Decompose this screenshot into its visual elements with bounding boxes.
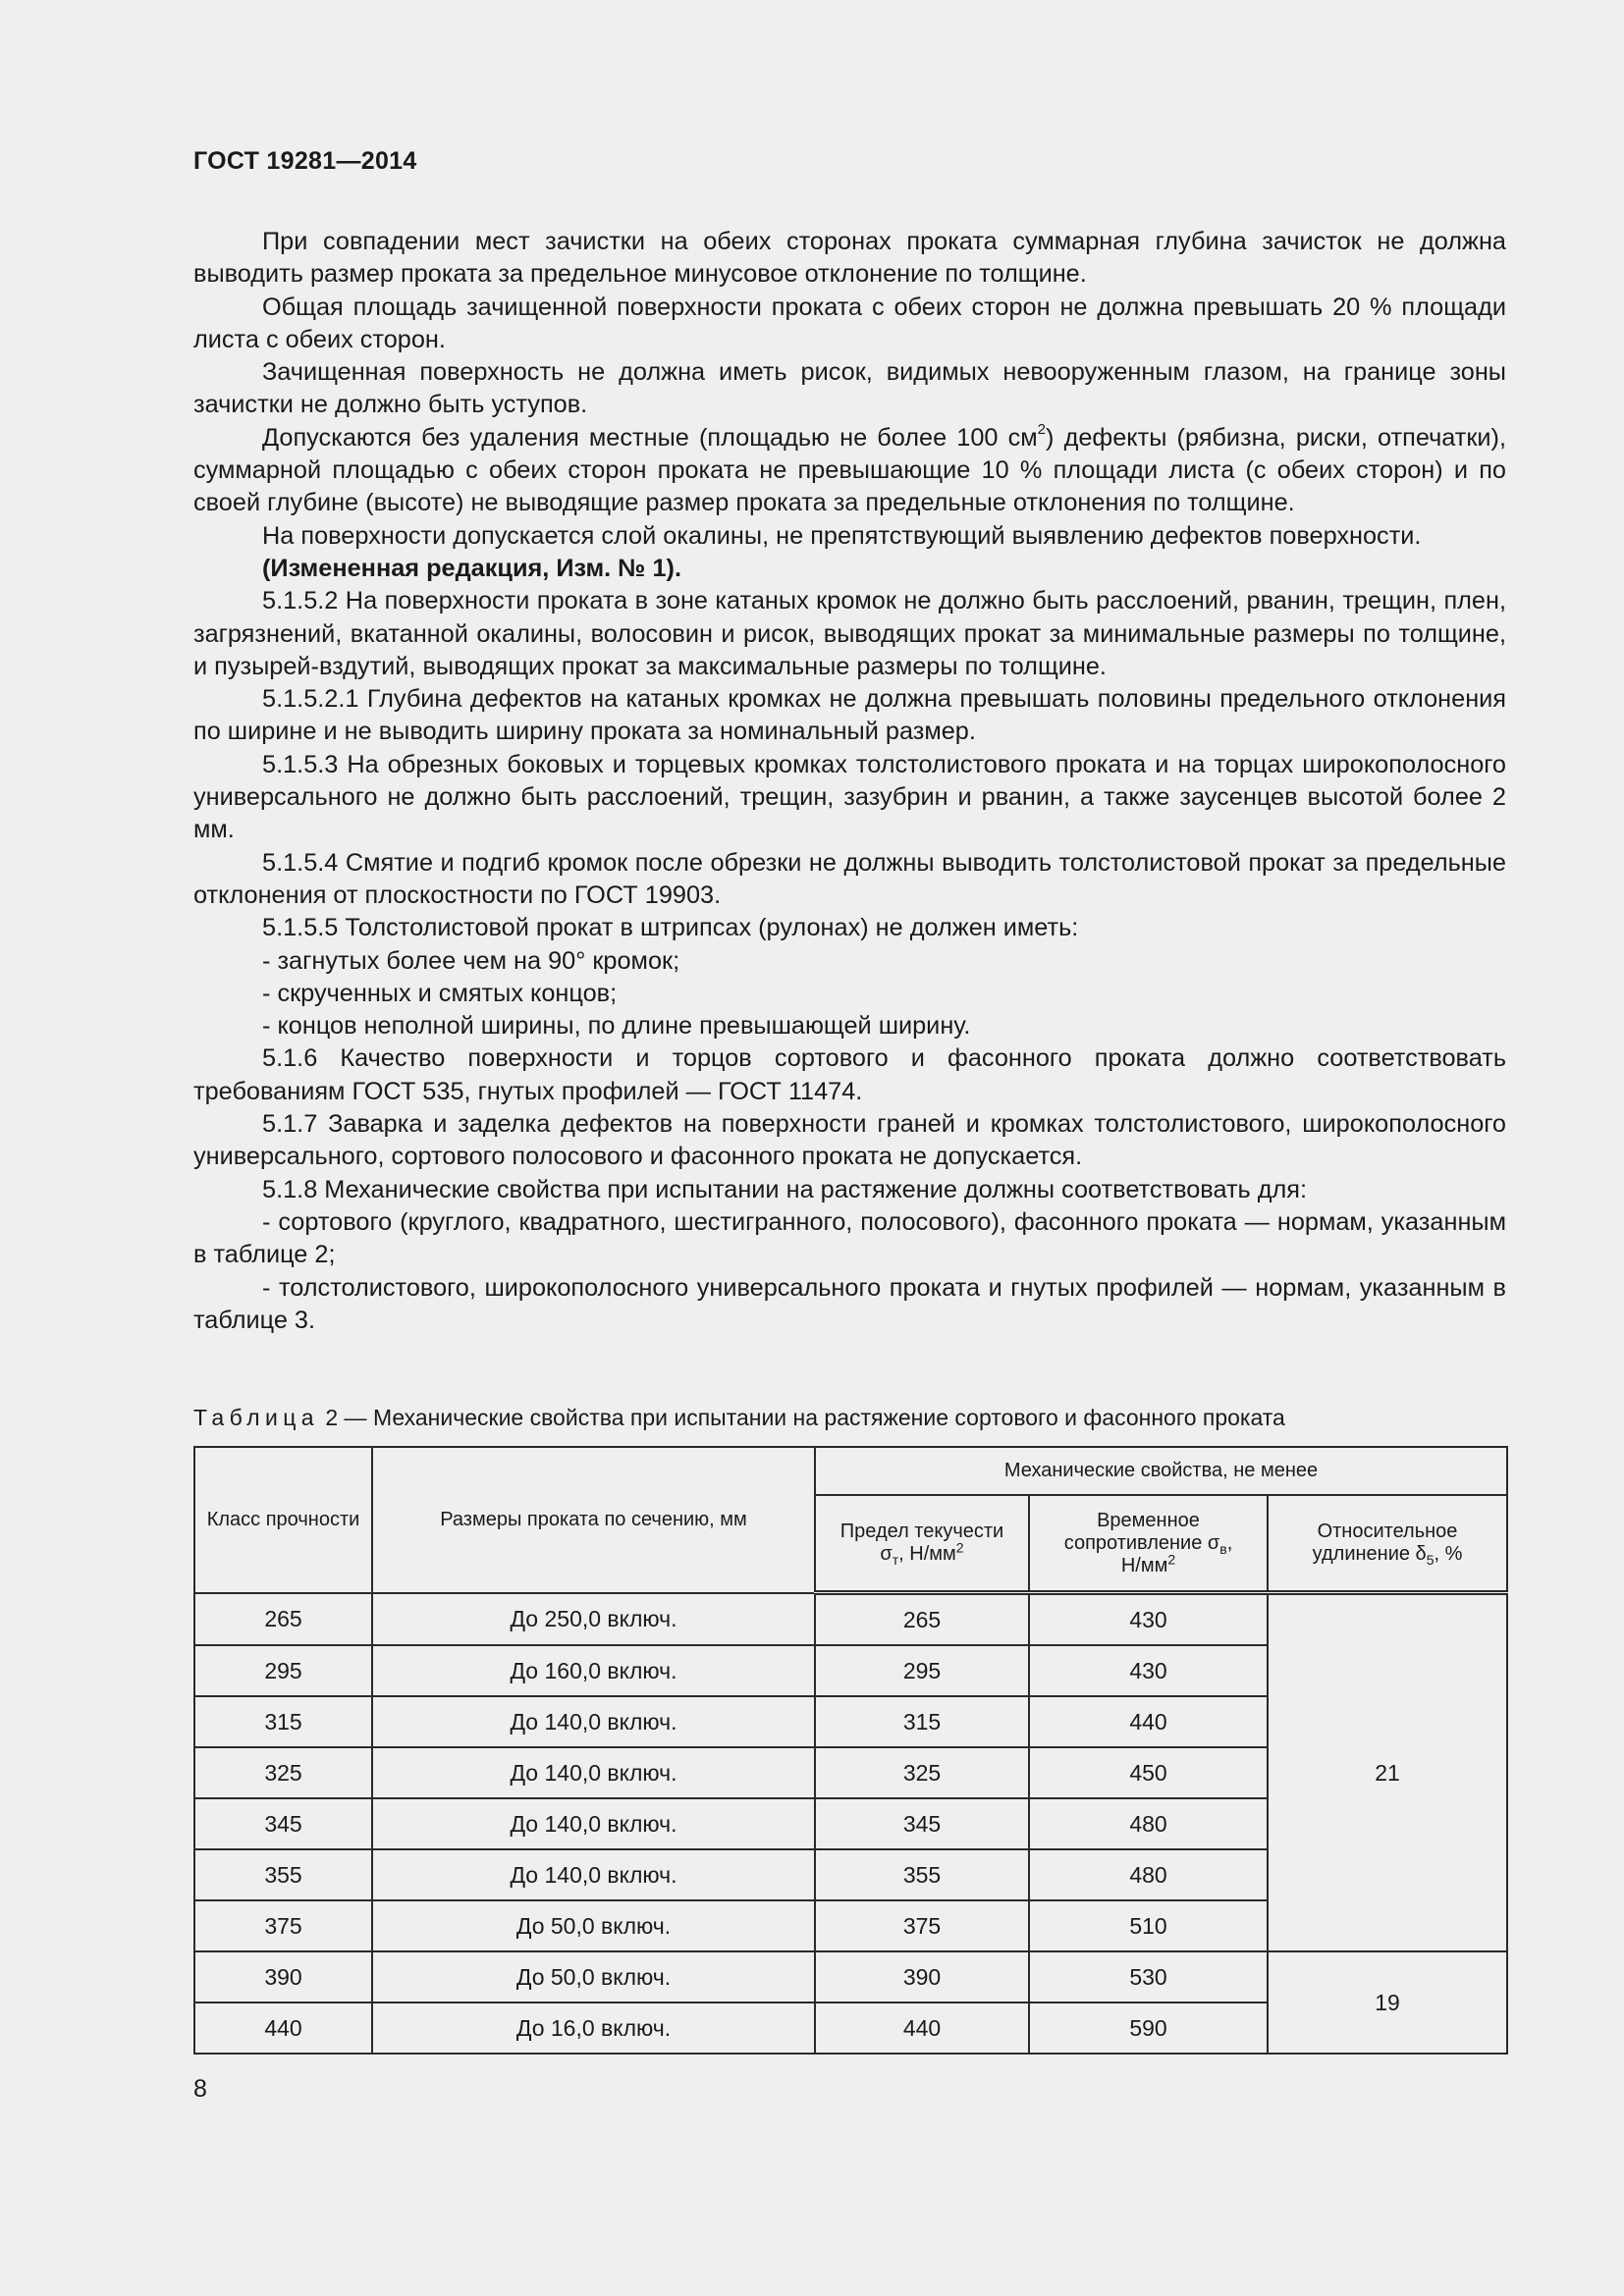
cell-class: 440 (194, 2002, 372, 2054)
cell-yield: 325 (815, 1747, 1029, 1798)
cell-yield: 375 (815, 1900, 1029, 1951)
cell-size: До 50,0 включ. (372, 1951, 815, 2002)
document-header: ГОСТ 19281—2014 (193, 147, 417, 175)
paragraph: Общая площадь зачищенной поверхности проката с обеих сторон не должна превышать 20 % площади листа с обеих сторон. (193, 293, 1506, 353)
mechanical-properties-table (193, 1446, 1508, 2055)
clause-5-1-7: 5.1.7 Заварка и заделка дефектов на поверхности граней и кромках толстолистового, широкополосного универсального, сортового полосового и фасонного проката не допускается. (193, 1110, 1506, 1171)
cell-yield: 355 (815, 1849, 1029, 1900)
table-caption (193, 1405, 1285, 1431)
header-sizes: Размеры проката по сечению, мм (372, 1447, 815, 1593)
cell-class: 265 (194, 1593, 372, 1646)
cell-yield: 265 (815, 1593, 1029, 1646)
cell-elongation: 21 (1268, 1593, 1507, 1952)
cell-class: 355 (194, 1849, 372, 1900)
cell-yield: 315 (815, 1696, 1029, 1747)
superscript: 2 (955, 1539, 964, 1556)
cell-tensile: 450 (1029, 1747, 1268, 1798)
cell-size: До 250,0 включ. (372, 1593, 815, 1646)
cell-yield: 390 (815, 1951, 1029, 2002)
clause-5-1-5-5: 5.1.5.5 Толстолистовой прокат в штрипсах (рулонах) не должен иметь: (262, 914, 1079, 942)
cell-class: 315 (194, 1696, 372, 1747)
cell-size: До 140,0 включ. (372, 1798, 815, 1849)
table-row (194, 1951, 1507, 2002)
clause-5-1-8: 5.1.8 Механические свойства при испытании на растяжение должны соответствовать для: (262, 1175, 1308, 1203)
header-unit: , Н/мм (898, 1543, 956, 1565)
header-symbol: σ (880, 1543, 893, 1565)
table-row (194, 1593, 1507, 1646)
header-text: , (1226, 1531, 1233, 1554)
cell-class: 325 (194, 1747, 372, 1798)
cell-elongation: 19 (1268, 1951, 1507, 2054)
cell-size: До 16,0 включ. (372, 2002, 815, 2054)
paragraph-text: Допускаются без удаления местные (площадью не более 100 см (262, 423, 1038, 452)
cell-tensile: 590 (1029, 2002, 1268, 2054)
clause-5-1-5-4: 5.1.5.4 Смятие и подгиб кромок после обрезки не должны выводить толстолистовой прокат за предельные отклонения от плоскостности по ГОСТ 19903. (193, 848, 1506, 909)
cell-class: 295 (194, 1645, 372, 1696)
document-body (193, 226, 1506, 1337)
header-class: Класс прочности (194, 1447, 372, 1593)
table-caption-label: Таблица (193, 1405, 319, 1430)
cell-size: До 140,0 включ. (372, 1849, 815, 1900)
header-text: Относительное удлинение δ (1312, 1521, 1458, 1565)
list-item: - толстолистового, широкополосного универсального проката и гнутых профилей — нормам, указанным в таблице 3. (193, 1273, 1506, 1334)
cell-yield: 295 (815, 1645, 1029, 1696)
list-item: - концов неполной ширины, по длине превышающей ширину. (262, 1012, 971, 1041)
paragraph: На поверхности допускается слой окалины, не препятствующий выявлению дефектов поверхности. (262, 521, 1422, 550)
header-group: Механические свойства, не менее (815, 1447, 1507, 1495)
subscript: 5 (1426, 1552, 1435, 1568)
header-yield-strength (815, 1495, 1029, 1593)
cell-size: До 160,0 включ. (372, 1645, 815, 1696)
clause-5-1-5-2-1: 5.1.5.2.1 Глубина дефектов на катаных кромках не должна превышать половины предельного отклонения по ширине и не выводить ширину проката за номинальный размер. (193, 685, 1506, 746)
list-item: - скрученных и смятых концов; (262, 979, 618, 1007)
header-tensile-strength (1029, 1495, 1268, 1593)
paragraph: При совпадении мест зачистки на обеих сторонах проката суммарная глубина зачисток не должна выводить размер проката за предельное минусовое отклонение по толщине. (193, 228, 1506, 289)
cell-tensile: 430 (1029, 1645, 1268, 1696)
page-number: 8 (193, 2075, 207, 2103)
header-text: Временное сопротивление σ (1063, 1509, 1220, 1554)
cell-tensile: 480 (1029, 1798, 1268, 1849)
cell-tensile: 510 (1029, 1900, 1268, 1951)
cell-tensile: 480 (1029, 1849, 1268, 1900)
cell-size: До 140,0 включ. (372, 1747, 815, 1798)
cell-class: 345 (194, 1798, 372, 1849)
list-item: - загнутых более чем на 90° кромок; (262, 946, 680, 975)
header-elongation (1268, 1495, 1507, 1593)
superscript: 2 (1167, 1550, 1176, 1567)
paragraph: Зачищенная поверхность не должна иметь рисок, видимых невооруженным глазом, на границе зоны зачистки не должно быть уступов. (193, 358, 1506, 419)
clause-5-1-5-2: 5.1.5.2 На поверхности проката в зоне катаных кромок не должно быть расслоений, рванин, трещин, плен, загрязнений, вкатанной окалины, волосовин и рисок, выводящих прокат за минимальные размеры по толщине, и пузырей-вздутий, выводящих прокат за максимальные размеры по толщине. (193, 587, 1506, 680)
subscript: в (1219, 1540, 1227, 1557)
header-unit: Н/мм (1120, 1554, 1168, 1576)
cell-class: 375 (194, 1900, 372, 1951)
superscript: 2 (1037, 420, 1047, 438)
list-item: - сортового (круглого, квадратного, шестигранного, полосового), фасонного проката — нормам, указанным в таблице 2; (193, 1207, 1506, 1269)
cell-size: До 50,0 включ. (372, 1900, 815, 1951)
cell-tensile: 430 (1029, 1593, 1268, 1646)
paragraph (193, 422, 1506, 520)
cell-tensile: 440 (1029, 1696, 1268, 1747)
cell-class: 390 (194, 1951, 372, 2002)
clause-5-1-5-3: 5.1.5.3 На обрезных боковых и торцевых кромках толстолистового проката и на торцах широкополосного универсального не должно быть расслоений, трещин, зазубрин и рванин, а также заусенцев высотой более 2 мм. (193, 750, 1506, 844)
cell-tensile: 530 (1029, 1951, 1268, 2002)
cell-size: До 140,0 включ. (372, 1696, 815, 1747)
header-text: Предел текучести (839, 1521, 1004, 1542)
cell-yield: 440 (815, 2002, 1029, 2054)
subscript: т (892, 1552, 899, 1568)
paragraph-text: ) дефекты (рябизна, риски, отпечатки), суммарной площадью с обеих сторон проката не превышающие 10 % площади листа (с обеих сторон) и по своей глубине (высоте) не выводящие размер проката за предельные отклонения по толщине. (193, 423, 1506, 517)
cell-yield: 345 (815, 1798, 1029, 1849)
clause-5-1-6: 5.1.6 Качество поверхности и торцов сортового и фасонного проката должно соответствовать требованиям ГОСТ 535, гнутых профилей — ГОСТ 11474. (193, 1044, 1506, 1105)
header-unit: , % (1434, 1543, 1463, 1565)
table-caption-text: 2 — Механические свойства при испытании на растяжение сортового и фасонного проката (318, 1405, 1285, 1430)
amendment-note: (Измененная редакция, Изм. № 1). (262, 554, 681, 582)
